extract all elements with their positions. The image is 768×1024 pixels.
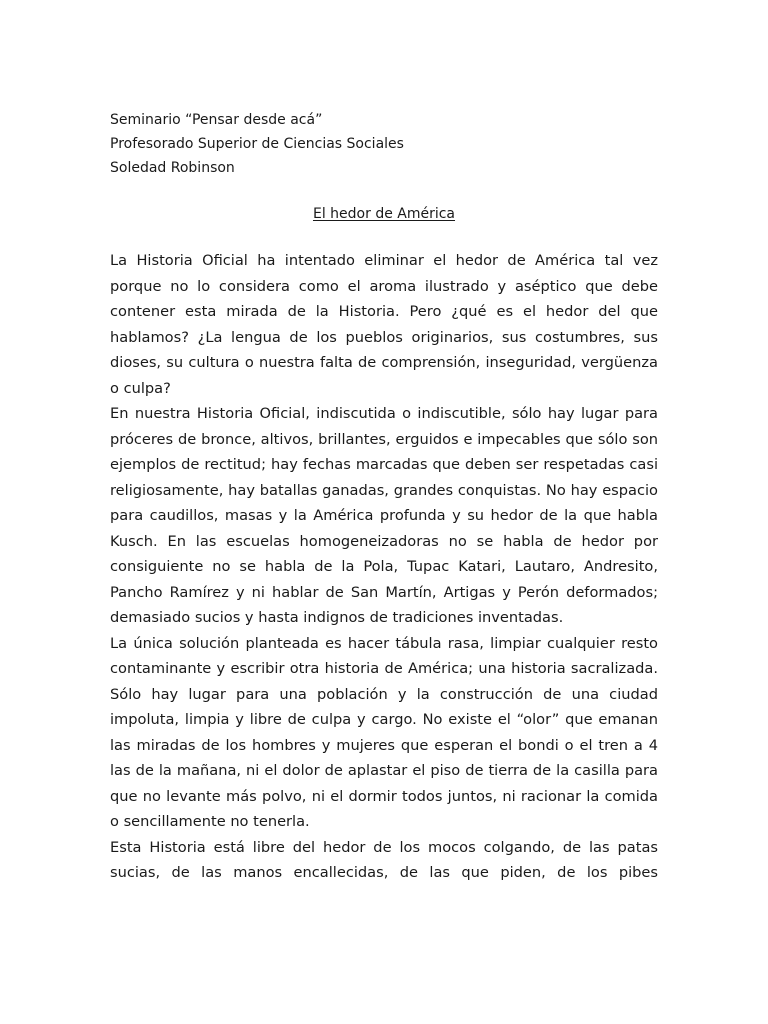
document-title bbox=[110, 202, 658, 226]
paragraph-3: La única solución planteada es hacer tábula rasa, limpiar cualquier resto contaminante y escribir otra historia de América; una historia sacralizada. Sólo hay lugar para una población y la construcción de una ciudad impoluta, limpia y libre de culpa y cargo. No existe el “olor” que emanan las miradas de los hombres y mujeres que esperan el bondi o el tren a 4 las de la mañana, ni el dolor de aplastar el piso de tierra de la casilla para que no levante más polvo, ni el dormir todos juntos, ni racionar la comida o sencillamente no tenerla. bbox=[110, 634, 658, 830]
paragraph-1: La Historia Oficial ha intentado eliminar el hedor de América tal vez porque no lo considera como el aroma ilustrado y aséptico que debe contener esta mirada de la Historia. Pero ¿qué es el hedor del que hablamos? ¿La lengua de los pueblos originarios, sus costumbres, sus dioses, su cultura o nuestra falta de comprensión, inseguridad, vergüenza o culpa? bbox=[110, 252, 658, 397]
paragraph-2: En nuestra Historia Oficial, indiscutida o indiscutible, sólo hay lugar para próceres de bronce, altivos, brillantes, erguidos e impecables que sólo son ejemplos de rectitud; hay fechas marcadas que deben ser respetadas casi religiosamente, hay batallas ganadas, grandes conquistas. No hay espacio para caudillos, masas y la América profunda y su hedor de la que habla Kusch. En las escuelas homogeneizadoras no se habla de hedor por consiguiente no se habla de la Pola, Tupac Katari, Lautaro, Andresito, Pancho Ramírez y ni hablar de San Martín, Artigas y Perón deformados; demasiado sucios y hasta indignos de tradiciones inventadas. bbox=[110, 405, 658, 626]
document-page bbox=[110, 108, 658, 886]
paragraph-4: Esta Historia está libre del hedor de los mocos colgando, de las patas sucias, de las manos encallecidas, de las que piden, de los pibes bbox=[110, 838, 658, 881]
institution-name: Profesorado Superior de Ciencias Sociales bbox=[110, 136, 404, 152]
document-title-text: El hedor de América bbox=[312, 206, 456, 222]
seminar-name: Seminario “Pensar desde acá” bbox=[110, 112, 323, 128]
author-name: Soledad Robinson bbox=[110, 160, 235, 176]
